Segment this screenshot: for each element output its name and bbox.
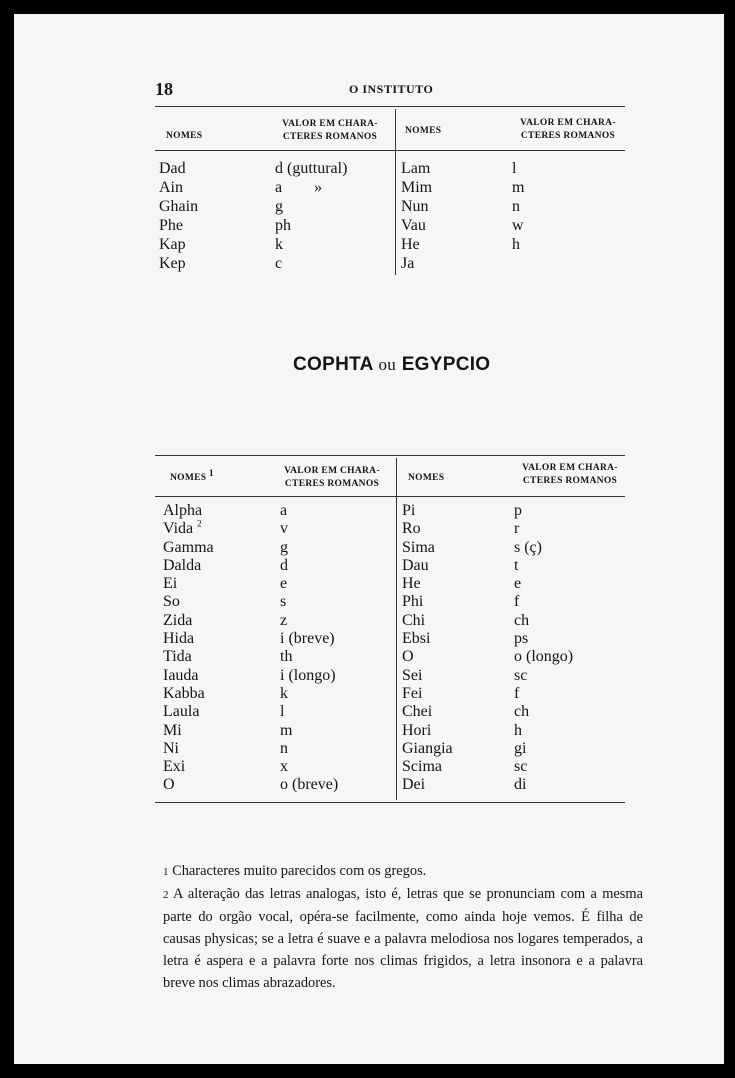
table-cell: Exi — [163, 758, 186, 776]
table-cell: He — [401, 236, 420, 253]
main-right-values — [514, 502, 573, 795]
table-cell: Zida — [163, 611, 193, 629]
table-cell: e — [514, 575, 522, 593]
table-cell: p — [514, 502, 522, 519]
section-title: COPHTA ou EGYPCIO — [293, 354, 491, 375]
table-cell: o (longo) — [514, 648, 574, 666]
table-cell: di — [514, 776, 527, 794]
page-number: 18 — [155, 79, 173, 99]
table-cell: Dau — [402, 556, 429, 574]
table-cell: Alpha — [163, 502, 203, 519]
table-cell: ch — [514, 611, 530, 629]
top-left-values — [275, 159, 347, 273]
table-cell: Iauda — [163, 666, 199, 684]
table-cell: s (ç) — [514, 538, 542, 556]
table-cell: ps — [514, 630, 529, 648]
table-cell: So — [163, 593, 180, 611]
top-left-value-header: VALOR EM CHARA- CTERES ROMANOS — [282, 119, 378, 142]
table-cell: Mi — [163, 721, 182, 739]
table-cell: h — [514, 721, 522, 739]
table-cell: Kep — [159, 255, 186, 272]
table-cell: e — [280, 575, 288, 593]
footnote-2: 2 A alteração das letras analogas, isto é, letras que se pronunciam com a mesma parte do orgão vocal, opéra-se facilmente, como ainda hoje vemos. É filha de causas physicas; se a letra é suave e a palavra melodiosa nos logares temperados, a letra é aspera e a palavra forte nos climas frigidos, a letra insonora e a palavra breve nos climas abrazadores. — [163, 886, 643, 991]
table-cell: Gamma — [163, 538, 214, 556]
table-cell: Ebsi — [402, 630, 431, 648]
table-cell: l — [280, 703, 285, 721]
main-right-names — [402, 502, 453, 795]
table-cell: Chi — [402, 611, 426, 629]
table-cell: s — [280, 593, 287, 611]
table-cell: Ei — [163, 575, 178, 593]
table-cell: Dad — [159, 160, 186, 177]
footnote-1: 1 Characteres muito parecidos com os gregos. — [163, 863, 427, 879]
table-cell: Scima — [402, 758, 442, 776]
table-cell: Ain — [159, 179, 183, 196]
table-cell: g — [275, 198, 283, 215]
table-cell: Tida — [163, 648, 192, 666]
main-right-value-header: VALOR EM CHARA- CTERES ROMANOS — [522, 463, 618, 486]
main-left-value-header: VALOR EM CHARA- CTERES ROMANOS — [284, 466, 380, 489]
table-cell: Kabba — [163, 684, 205, 702]
table-cell: o (breve) — [280, 776, 339, 794]
top-left-names — [159, 159, 198, 273]
table-cell: Giangia — [402, 739, 453, 757]
top-right-value-header: VALOR EM CHARA- CTERES ROMANOS — [520, 118, 616, 141]
table-cell: n — [280, 739, 288, 757]
table-cell: th — [280, 648, 293, 666]
footnotes — [163, 860, 643, 994]
table-cell: v — [280, 520, 288, 538]
table-cell: Hida — [163, 630, 195, 648]
table-cell: f — [514, 593, 520, 611]
table-cell: Chei — [402, 703, 433, 721]
main-table-rule-header — [155, 496, 625, 497]
table-cell: Fei — [402, 684, 423, 702]
table-cell: ch — [514, 703, 530, 721]
table-cell: g — [280, 538, 288, 556]
table-cell: Pi — [402, 502, 416, 519]
running-title: O INSTITUTO — [349, 82, 434, 96]
table-cell: m — [280, 721, 293, 739]
table-cell: Lam — [401, 160, 431, 177]
table-cell: Kap — [159, 236, 186, 253]
table-cell: f — [514, 684, 520, 702]
table-cell: c — [275, 255, 283, 272]
table-cell: k — [280, 684, 288, 702]
table-cell: gi — [514, 739, 527, 757]
main-left-values — [280, 502, 338, 795]
table-cell: x — [280, 758, 288, 776]
main-table-rule-top — [155, 455, 625, 456]
table-cell: sc — [514, 758, 528, 776]
main-table-divider — [396, 458, 397, 800]
top-table-divider — [395, 109, 396, 275]
table-cell: Laula — [163, 703, 200, 721]
table-cell: m — [512, 179, 525, 196]
table-cell: Sei — [402, 666, 423, 684]
table-cell: Hori — [402, 721, 432, 739]
table-cell: i (longo) — [280, 666, 336, 684]
table-cell: r — [514, 520, 520, 538]
table-cell: d — [280, 556, 288, 574]
table-cell: Dalda — [163, 556, 202, 574]
main-right-names-header: NOMES — [408, 473, 445, 483]
table-cell: Vau — [401, 217, 426, 234]
top-right-values — [512, 159, 524, 273]
table-cell: O — [402, 648, 414, 666]
table-cell: a » — [275, 179, 323, 196]
table-cell: n — [512, 198, 520, 215]
table-cell: Nun — [401, 198, 429, 215]
table-cell: t — [514, 556, 519, 574]
table-cell: i (breve) — [280, 630, 335, 648]
table-cell: Ro — [402, 520, 421, 538]
table-cell: d (guttural) — [275, 160, 348, 177]
table-cell: He — [402, 575, 421, 593]
table-cell: Ja — [401, 255, 415, 272]
table-cell: Phe — [159, 217, 183, 234]
table-cell: Sima — [402, 538, 435, 556]
table-cell: Ni — [163, 739, 179, 757]
table-cell: a — [280, 502, 288, 519]
table-cell: h — [512, 236, 520, 253]
table-cell: Ghain — [159, 198, 199, 215]
top-right-names-header: NOMES — [405, 126, 442, 136]
table-cell: Vida $^2$ — [163, 518, 202, 538]
table-cell: w — [512, 217, 524, 234]
top-left-names-header: NOMES — [166, 131, 203, 141]
table-cell: k — [275, 236, 283, 253]
top-right-names — [401, 159, 432, 273]
table-cell: O — [163, 776, 175, 794]
table-cell — [512, 254, 524, 273]
table-cell: Mim — [401, 179, 433, 196]
top-table-rule-top — [155, 106, 625, 107]
table-cell: sc — [514, 666, 528, 684]
table-cell: ph — [275, 217, 291, 234]
main-left-names-header: NOMES $^1$ — [170, 467, 214, 483]
main-table-rule-bottom — [155, 802, 625, 803]
table-cell: Phi — [402, 593, 424, 611]
table-cell: z — [280, 611, 288, 629]
top-table-rule-header — [155, 150, 625, 151]
main-left-names — [163, 502, 214, 795]
table-cell: l — [512, 160, 517, 177]
table-cell: Dei — [402, 776, 426, 794]
